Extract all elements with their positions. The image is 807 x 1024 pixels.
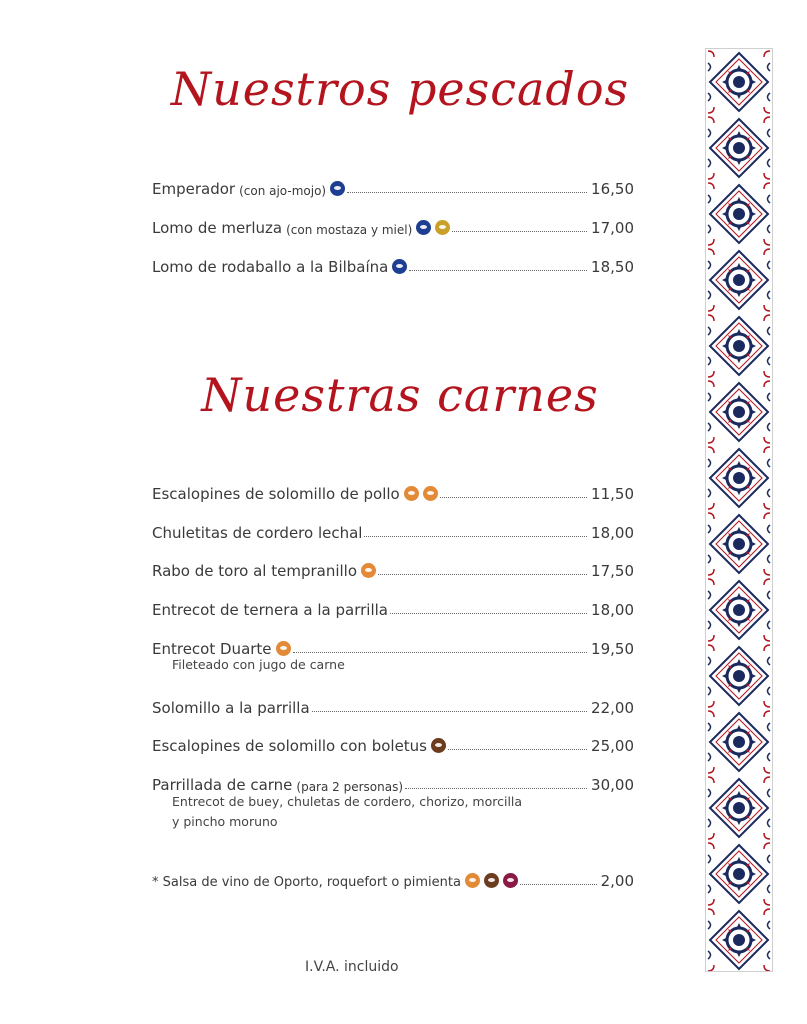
item-name: Lomo de rodaballo a la Bilbaína: [152, 258, 389, 276]
dot-leader: [364, 536, 587, 537]
item-price: 17,00: [591, 219, 634, 237]
menu-item: [152, 691, 634, 717]
item-description: y pincho moruno: [172, 814, 278, 829]
menu-item: [152, 211, 634, 237]
item-name: Entrecot Duarte: [152, 640, 272, 658]
item-name: Parrillada de carne: [152, 776, 293, 794]
wheat-icon: [404, 486, 419, 501]
dot-leader: [312, 711, 587, 712]
sulphite-icon: [503, 873, 518, 888]
egg-icon: [423, 486, 438, 501]
fish-icon: [330, 181, 345, 196]
mustard-icon: [435, 220, 450, 235]
dot-leader: [409, 270, 587, 271]
item-price: 25,00: [591, 737, 634, 755]
milk-icon: [431, 738, 446, 753]
menu-item: [152, 593, 634, 619]
menu-item: [152, 516, 634, 542]
item-name: Entrecot de ternera a la parrilla: [152, 601, 388, 619]
fish-icon: [392, 259, 407, 274]
item-name: * Salsa de vino de Oporto, roquefort o pimienta: [152, 875, 461, 890]
tax-note: I.V.A. incluido: [305, 959, 399, 975]
item-name: Lomo de merluza: [152, 219, 283, 237]
dot-leader: [520, 884, 597, 885]
wheat-icon: [465, 873, 480, 888]
item-price: 19,50: [591, 640, 634, 658]
dot-leader: [347, 192, 587, 193]
menu-item: [152, 250, 634, 276]
section-title-meat: Nuestras carnes: [201, 368, 599, 422]
wheat-icon: [361, 563, 376, 578]
item-price: 17,50: [591, 562, 634, 580]
menu-item: [152, 172, 634, 198]
dot-leader: [448, 749, 587, 750]
dot-leader: [293, 652, 588, 653]
item-price: 18,00: [591, 524, 634, 542]
menu-item: [152, 554, 634, 580]
dot-leader: [440, 497, 587, 498]
item-description: Fileteado con jugo de carne: [172, 657, 345, 672]
item-name: Rabo de toro al tempranillo: [152, 562, 358, 580]
item-name: Escalopines de solomillo con boletus: [152, 737, 427, 755]
sauce-item: [152, 864, 634, 890]
menu-item: [152, 477, 634, 503]
dot-leader: [452, 231, 587, 232]
item-price: 30,00: [591, 776, 634, 794]
wheat-icon: [276, 641, 291, 656]
item-price: 16,50: [591, 180, 634, 198]
dot-leader: [390, 613, 587, 614]
item-price: 18,50: [591, 258, 634, 276]
item-price: 18,00: [591, 601, 634, 619]
item-note: (con ajo-mojo): [239, 184, 327, 198]
item-note: (con mostaza y miel): [286, 223, 413, 237]
item-note: (para 2 personas): [296, 780, 404, 794]
item-name: Chuletitas de cordero lechal: [152, 524, 363, 542]
item-name: Emperador: [152, 180, 236, 198]
item-description: Entrecot de buey, chuletas de cordero, chorizo, morcilla: [172, 794, 523, 809]
menu-item: [152, 729, 634, 755]
menu-item: [152, 768, 634, 794]
dot-leader: [378, 574, 587, 575]
item-price: 11,50: [591, 485, 634, 503]
milk-icon: [484, 873, 499, 888]
decorative-tile-border: [705, 48, 773, 972]
fish-icon: [416, 220, 431, 235]
item-price: 2,00: [600, 872, 634, 890]
item-price: 22,00: [591, 699, 634, 717]
item-name: Escalopines de solomillo de pollo: [152, 485, 400, 503]
menu-item: [152, 632, 634, 658]
tile-pattern: [706, 49, 772, 971]
dot-leader: [405, 788, 587, 789]
section-title-fish: Nuestros pescados: [170, 62, 630, 116]
item-name: Solomillo a la parrilla: [152, 699, 310, 717]
